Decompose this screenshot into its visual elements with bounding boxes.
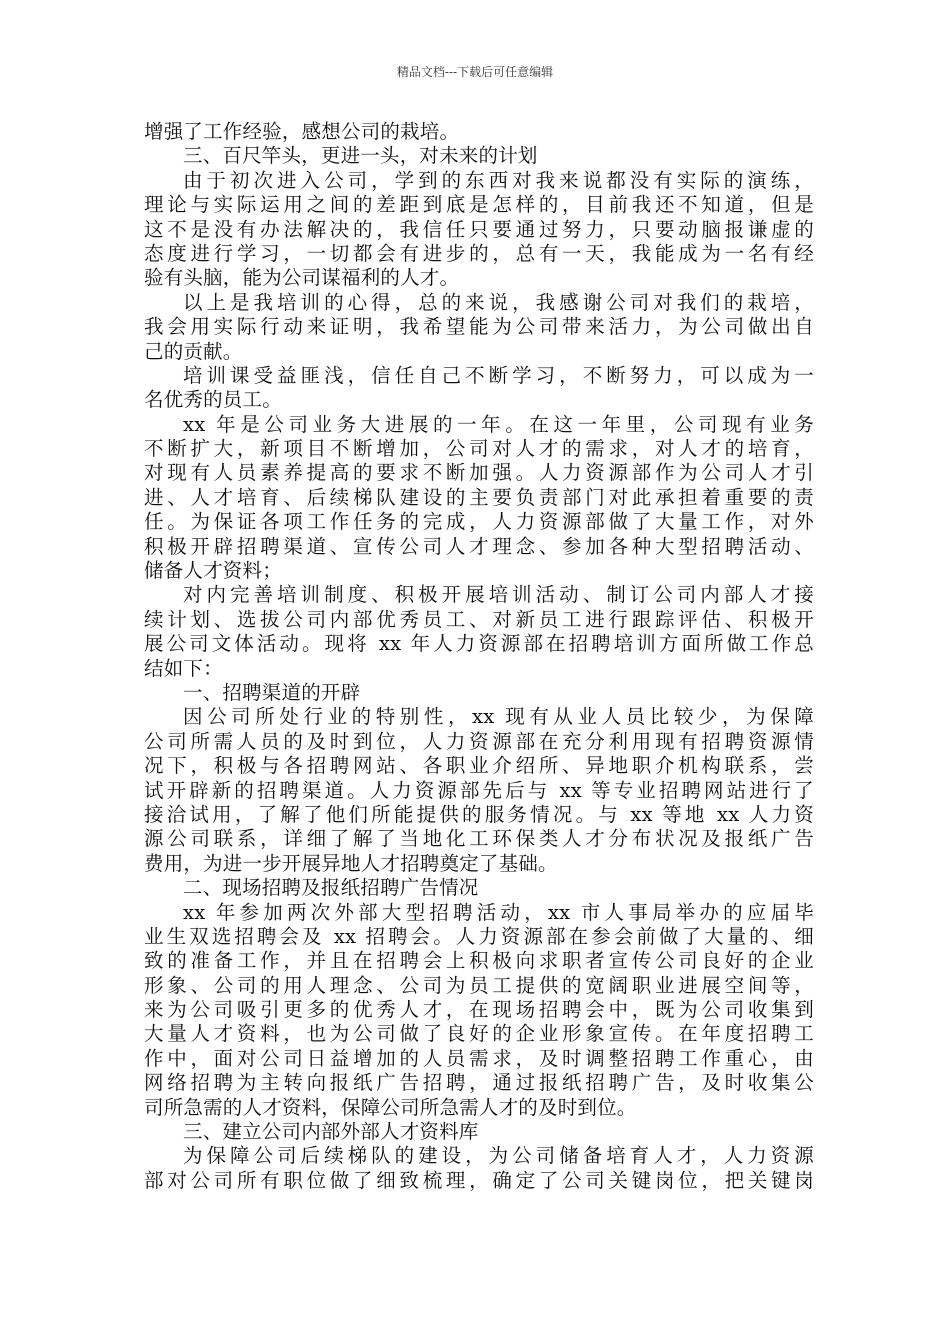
text-line: 作中，面对公司日益增加的人员需求，及时调整招聘工作重心，由: [144, 1046, 814, 1070]
text-line: 我会用实际行动来证明，我希望能为公司带来活力，为公司做出自: [144, 315, 814, 339]
text-line: 增强了工作经验，感想公司的栽培。: [144, 120, 460, 143]
text-line: 试开辟新的招聘渠道。人力资源部先后与 xx 等专业招聘网站进行了: [144, 778, 814, 802]
text-line: 对现有人员素养提高的要求不断加强。人力资源部作为公司人才引: [144, 461, 814, 485]
text-line: 公司所需人员的及时到位，人力资源部在充分利用现有招聘资源情: [144, 729, 814, 753]
text-line: 费用，为进一步开展异地人才招聘奠定了基础。: [144, 851, 558, 875]
document-body: [144, 120, 814, 1193]
text-line: 一、招聘渠道的开辟: [183, 680, 361, 704]
text-line: 网络招聘为主转向报纸广告招聘，通过报纸招聘广告，及时收集公: [144, 1071, 814, 1095]
text-line: 大量人才资料，也为公司做了良好的企业形象宣传。在年度招聘工: [144, 1022, 814, 1046]
text-line: 结如下：: [144, 656, 223, 680]
text-line: 培训课受益匪浅，信任自己不断学习，不断努力，可以成为一: [183, 363, 814, 387]
text-line: 进、人才培育、后续梯队建设的主要负责部门对此承担着重要的责: [144, 485, 814, 509]
text-line: 致的准备工作，并且在招聘会上积极向求职者宣传公司良好的企业: [144, 949, 814, 973]
text-line: 储备人才资料；: [144, 559, 282, 583]
text-line: 业生双选招聘会及 xx 招聘会。人力资源部在参会前做了大量的、细: [144, 924, 814, 948]
text-line: 来为公司吸引更多的优秀人才，在现场招聘会中，既为公司收集到: [144, 998, 814, 1022]
text-line: 三、建立公司内部外部人才资料库: [183, 1120, 479, 1144]
text-line: 二、现场招聘及报纸招聘广告情况: [183, 876, 479, 900]
text-line: 理论与实际运用之间的差距到底是怎样的，目前我还不知道，但是: [144, 193, 814, 217]
text-line: 积极开辟招聘渠道、宣传公司人才理念、参加各种大型招聘活动、: [144, 534, 814, 558]
text-line: 不断扩大，新项目不断增加，公司对人才的需求，对人才的培育，: [144, 437, 814, 461]
text-line: 己的贡献。: [144, 339, 243, 363]
text-line: 接洽试用，了解了他们所能提供的服务情况。与 xx 等地 xx 人力资: [144, 802, 814, 826]
page-header: 精品文档---下载后可任意编辑: [396, 65, 554, 79]
text-line: 部对公司所有职位做了细致梳理，确定了公司关键岗位，把关键岗: [144, 1168, 814, 1192]
text-line: 对内完善培训制度、积极开展培训活动、制订公司内部人才接: [183, 583, 814, 607]
text-line: 续计划、选拔公司内部优秀员工、对新员工进行跟踪评估、积极开: [144, 607, 814, 631]
text-line: 为保障公司后续梯队的建设，为公司储备培育人才，人力资源: [183, 1144, 814, 1168]
text-line: 源公司联系，详细了解了当地化工环保类人才分布状况及报纸广告: [144, 827, 814, 851]
text-line: 况下，积极与各招聘网站、各职业介绍所、异地职介机构联系，尝: [144, 754, 814, 778]
text-line: 任。为保证各项工作任务的完成，人力资源部做了大量工作，对外: [144, 510, 814, 534]
text-line: 司所急需的人才资料，保障公司所急需人才的及时到位。: [144, 1095, 637, 1119]
text-line: 名优秀的员工。: [144, 388, 282, 412]
text-line: 态度进行学习，一切都会有进步的，总有一天，我能成为一名有经: [144, 241, 814, 265]
text-line: 这不是没有办法解决的，我信任只要通过努力，只要动脑报谦虚的: [144, 217, 814, 241]
text-line: 展公司文体活动。现将 xx 年人力资源部在招聘培训方面所做工作总: [144, 632, 814, 656]
text-line: 三、百尺竿头，更进一头，对未来的计划: [183, 144, 538, 168]
text-line: xx 年是公司业务大进展的一年。在这一年里，公司现有业务: [183, 412, 814, 436]
text-line: 由于初次进入公司，学到的东西对我来说都没有实际的演练，: [183, 168, 814, 192]
text-line: 验有头脑，能为公司谋福利的人才。: [144, 266, 460, 290]
text-line: 形象、公司的用人理念、公司为员工提供的宽阔职业进展空间等，: [144, 973, 814, 997]
text-line: 以上是我培训的心得，总的来说，我感谢公司对我们的栽培，: [183, 290, 814, 314]
text-line: 因公司所处行业的特别性，xx 现有从业人员比较少，为保障: [183, 705, 814, 729]
text-line: xx 年参加两次外部大型招聘活动，xx 市人事局举办的应届毕: [183, 900, 814, 924]
